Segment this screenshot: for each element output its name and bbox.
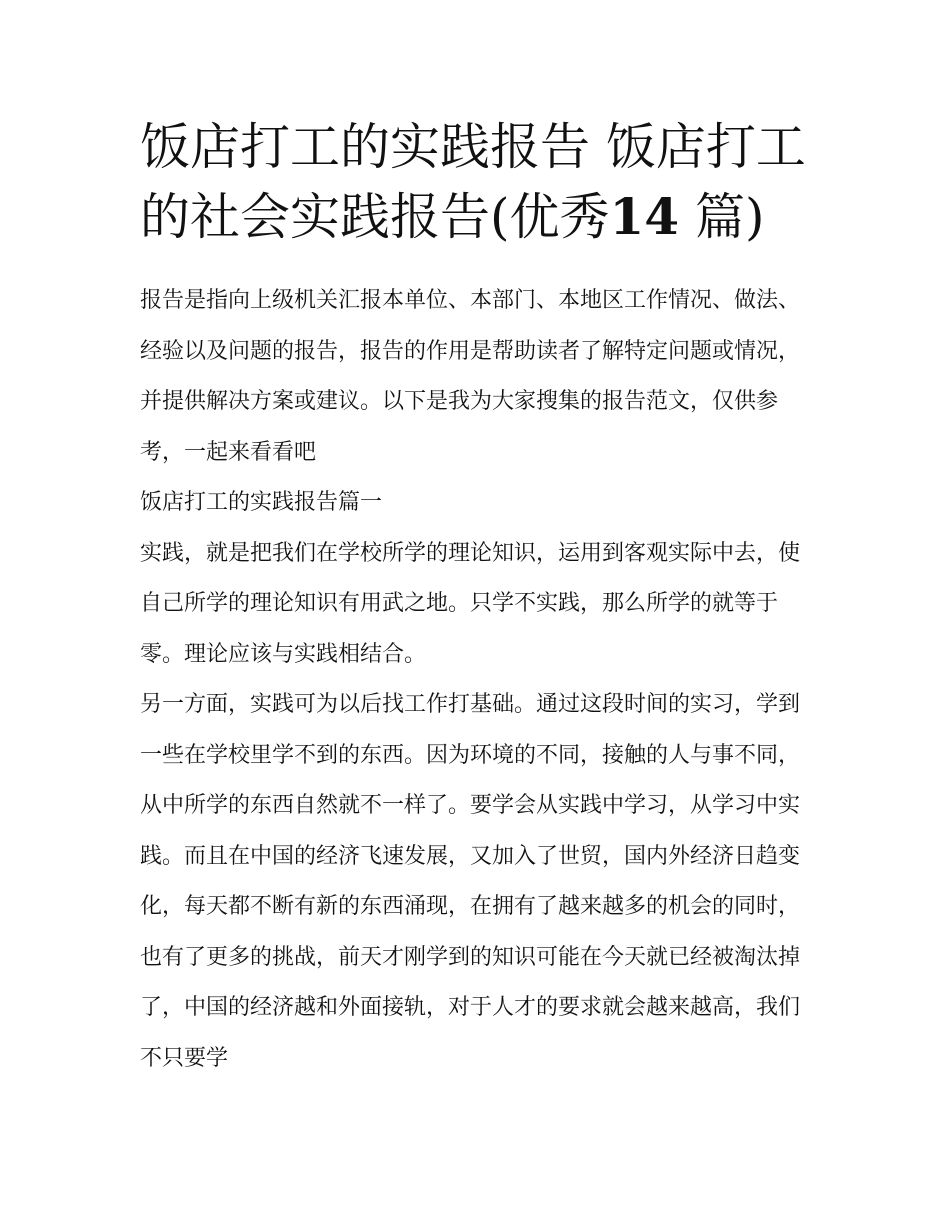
title-number: 14 xyxy=(609,187,680,246)
document-title xyxy=(140,112,812,252)
section-heading: 饭店打工的实践报告篇一 xyxy=(140,490,383,515)
title-suffix: 篇) xyxy=(695,188,765,246)
title-text: 饭店打工的实践报告 饭店打工的社会实践报告(优秀 xyxy=(140,118,806,246)
document-body xyxy=(140,276,812,1084)
intro-paragraph: 报告是指向上级机关汇报本单位、本部门、本地区工作情况、做法、经验以及问题的报告，报告的作用是帮助读者了解特定问题或情况，并提供解决方案或建议。以下是我为大家搜集的报告范文，仅供参考，一起来看看吧 xyxy=(140,288,801,465)
body-paragraph: 另一方面，实践可为以后找工作打基础。通过这段时间的实习，学到一些在学校里学不到的东西。因为环境的不同，接触的人与事不同，从中所学的东西自然就不一样了。要学会从实践中学习，从学习中实践。而且在中国的经济飞速发展，又加入了世贸，国内外经济日趋变化，每天都不断有新的东西涌现，在拥有了越来越多的机会的同时，也有了更多的挑战，前天才刚学到的知识可能在今天就已经被淘汰掉了，中国的经济越和外面接轨，对于人才的要求就会越来越高，我们不只要学 xyxy=(140,692,801,1071)
document-page xyxy=(140,112,812,1084)
body-paragraph: 实践，就是把我们在学校所学的理论知识，运用到客观实际中去，使自己所学的理论知识有用武之地。只学不实践，那么所学的就等于零。理论应该与实践相结合。 xyxy=(140,540,801,667)
